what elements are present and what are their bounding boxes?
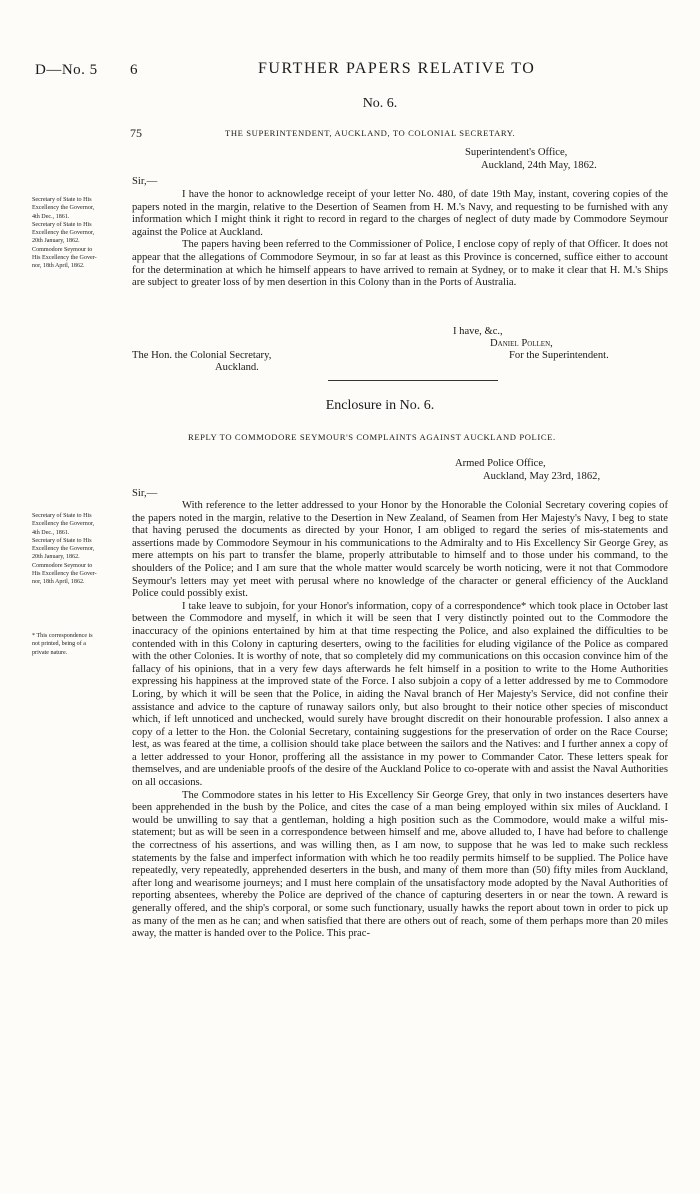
margin-note: Excellency the Governor,	[32, 546, 95, 553]
salutation: Sir,—	[132, 488, 158, 499]
margin-note: 20th January, 1862.	[32, 554, 80, 561]
margin-note: Excellency the Governor,	[32, 521, 95, 528]
signature	[490, 338, 553, 351]
margin-notes	[32, 196, 132, 271]
margin-note: Excellency the Governor,	[32, 230, 95, 237]
margin-note: Secretary of State to His	[32, 221, 92, 228]
letter-address	[465, 147, 597, 172]
running-title: FURTHER PAPERS RELATIVE TO	[258, 60, 536, 77]
footnote-line: not printed, being of a	[32, 641, 86, 648]
letter-body	[132, 189, 668, 290]
enclosure-title: Enclosure in No. 6.	[325, 398, 435, 413]
paragraph: I have the honor to acknowledge receipt of your letter No. 480, of date 19th May, instant, covering copies of the papers noted in the margin, relative to the Desertion of Seamen from H. M.'s Navy, and requesting to be furnished with any information which I might think it right to record in regard to the charges of neglect of duty made by Commodore Seymour against the Police at Auckland.	[132, 189, 668, 238]
margin-note: Commodore Seymour to	[32, 246, 93, 253]
document-reference: D—No. 5	[35, 62, 98, 78]
address-line: Auckland, May 23rd, 1862,	[483, 470, 601, 482]
recipient: Auckland.	[215, 362, 259, 373]
margin-note: Secretary of State to His	[32, 537, 92, 544]
margin-note: nor, 18th April, 1862.	[32, 263, 85, 270]
margin-note: Commodore Seymour to	[32, 562, 93, 569]
address-line: Superintendent's Office,	[465, 147, 568, 158]
margin-note: 4th Dec., 1861.	[32, 529, 70, 536]
margin-note: 20th January, 1862.	[32, 238, 80, 245]
paragraph: With reference to the letter addressed to your Honor by the Honorable the Colonial Secretary covering copies of the papers noted in the margin, relative to the Desertion in New Zealand, of Seamen from Her Majesty's Navy, I beg to state that having perused the documents as directed by your Honor, I am obliged to regard the series of mis-statements and assertions made by Commodore Seymour in his communications to the Admiralty and to His Excellency Sir George Grey, as mere attempts on his part to transfer the blame, properly attributable to himself and to those under his command, to the shoulders of the Police; and I am sure that the whole matter would scarcely be worth noticing, were it not that Commodore Seymour's letters may yet meet with perusal where no knowledge of the character or general efficiency of the Auckland Police could possibly exist.	[132, 500, 668, 600]
paragraph: I take leave to subjoin, for your Honor's information, copy of a correspondence* which took place in October last between the Commodore and myself, in which it will be seen that I very distinctly pointed out to the Commodore the inaccuracy of the opinions entertained by him at that time respecting the Police, and also explained the difficulties to be contended with in this Colony in capturing deserters, owing to the facilities for eluding vigilance of the Police as compared with the other Colonies. It is worthy of note, that so completely did my communications on this occasion convince him of the fallacy of his opinions, that in a very few days afterwards he felt himself in a position to write to the Home Authorities expressing his happiness at the improved state of the Force. I also subjoin a copy of a letter addressed by me to Commodore Loring, by which it will be seen that the Police, in aiding the Naval branch of Her Majesty's Service, did not confine their assistance and advice to the capture of runaway sailors only, but also brought to their notice other species of misconduct which, if left unnoticed and unchecked, would surely have brought discredit on their honourable profession. I also annex a copy of a letter to the Hon. the Colonial Secretary, containing suggestions for the preservation of order on the Race Course; lest, as was feared at the time, a collision should take place between the sailors and the Natives: and I further annex a copy of a letter addressed to your Honor, proffering all the assistance in my power to Commander Cator. These letters speak for themselves, and are undeniable proofs of the desire of the Auckland Police to co-operate with and assist the Naval Authorities on all occasions.	[132, 600, 668, 789]
footnote	[32, 632, 132, 657]
margin-note: Secretary of State to His	[32, 197, 92, 203]
closing: I have, &c.,	[453, 326, 503, 337]
margin-note: Secretary of State to His	[32, 513, 92, 519]
page-number: 6	[130, 62, 138, 78]
enclosure-heading: REPLY TO COMMODORE SEYMOUR'S COMPLAINTS AGAINST AUCKLAND POLICE.	[188, 432, 556, 442]
item-number: 75	[130, 126, 142, 140]
enclosure-address	[455, 458, 600, 483]
salutation: Sir,—	[132, 176, 158, 187]
address-line: Auckland, 24th May, 1862.	[481, 159, 597, 171]
letter-heading: THE SUPERINTENDENT, AUCKLAND, TO COLONIAL SECRETARY.	[225, 128, 516, 138]
margin-note: Excellency the Governor,	[32, 205, 95, 212]
margin-note: 4th Dec., 1861.	[32, 213, 70, 220]
signature-role: For the Superintendent.	[509, 350, 609, 361]
recipient: The Hon. the Colonial Secretary,	[132, 350, 272, 361]
footnote-line: private nature.	[32, 649, 68, 656]
footnote-line: * This correspondence is	[32, 633, 93, 639]
paragraph: The Commodore states in his letter to His Excellency Sir George Grey, that only in two instances deserters have been apprehended in the bush by the Police, and cites the case of a man being employed within six miles of Auckland. I would be unwilling to say that a gentleman, holding a high position such as the Commodore, would make a wilful mis-statement; but as will be seen in a correspondence between himself and me, above alluded to, I have had before to challenge the correctness of his assertions, and was willing then, as I am now, to suppose that he was led to make such reckless statements by the false and imperfect information with which he too readily permits himself to be supplied. The Police have repeatedly, very repeatedly, apprehended deserters in the bush, and many of them more than (50) fifty miles from Auckland, after long and wearisome journeys; and I must here complain of the unsatisfactory mode adopted by the Naval Authorities of reporting absentees, whereby the Police are deprived of the chance of capturing deserters in or near the town. A reward is generally offered, and the ship's corporal, or some such functionary, usually hawks the report about town in order to pick up as many of the men as he can; and when satisfied that there are others out of reach, some of them perhaps more than 20 miles away, the matter is handed over to the Police. This prac-	[132, 789, 668, 940]
margin-note: His Excellency the Gover-	[32, 255, 97, 262]
margin-note: nor, 18th April, 1862.	[32, 579, 85, 586]
signature-last: Pollen,	[521, 338, 553, 349]
letter-number-title: No. 6.	[362, 96, 398, 111]
section-divider	[328, 380, 498, 381]
paragraph: The papers having been referred to the Commissioner of Police, I enclose copy of reply of that Officer. It does not appear that the allegations of Commodore Seymour, in so far at least as this Province is concerned, suffice either to account for the determination at which he himself appears to have arrived to remain at Sydney, or to make it clear that H. M.'s Ships are subject to greater loss of by men desertion in this Colony than in the Ports of Australia.	[132, 239, 668, 289]
address-line: Armed Police Office,	[455, 458, 546, 469]
margin-note: His Excellency the Gover-	[32, 571, 97, 578]
margin-notes	[32, 512, 132, 587]
enclosure-body	[132, 500, 668, 941]
signature-first: Daniel	[490, 338, 519, 349]
